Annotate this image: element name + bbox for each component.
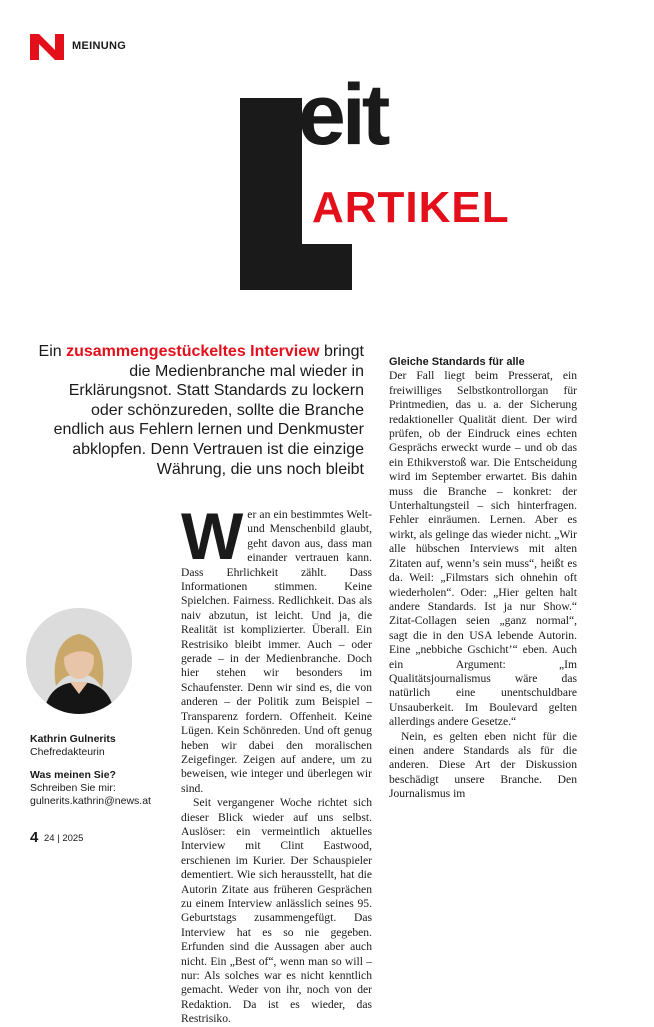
feedback-prompt: Schreiben Sie mir: [30, 782, 116, 794]
paragraph-3: Der Fall liegt beim Presserat, ein freiwilliges Selbstkontrollorgan für Printmedien, das u. a. der Sicherung redaktioneller Qualität dient. Der wird prüfen, ob der Eindruck eines echten Gesprächs erweckt wurde – und ob das ein Ethikverstoß war. Die Entscheidung wird im September erwartet. Bis dahin muss die Branche – konkret: der Unterhaltungsteil – sich hinterfragen. Fehler einräumen. Lernen. Aber es wirkt, als gelinge das wieder nicht. „Wir alle hübschen Interviews mit alten Zitaten auf, wenn’s sein muss“, heißt es da. Weil: „Filmstars sich ohnehin oft wiederholen“. Oder: „Hier gelten halt andere Standards. Ist ja nur Show.“ Zitat-Collagen seien „ganz normal“, sagt die in den USA lebende Autorin. Eine „nebbiche Gschicht’“ eben. Auch ein Argument: „Im Qualitätsjournalismus wäre das natürlich eine unentschuldbare Unsauberkeit. Im Boulevard gelten allerdings andere Gesetze.“ [389, 369, 577, 729]
paragraph-2: Seit vergangener Woche richtet sich dieser Blick wieder auf uns selbst. Auslöser: ein vermeintlich aktuelles Interview mit Clint Eastwood, erschienen im Kurier. Der Schauspieler dementiert. Wie sich herausstellt, hat die Autorin Zitate aus früheren Gesprächen zu einem Interview anlässlich seines 95. Geburtstags zusammengefügt. Das Interview hat es so nie gegeben. Erfunden sind die Aussagen aber auch nicht. Ein „Best of“, wenn man so will – nur: Als solches war es nicht kenntlich gemacht. Weder von ihr, noch von der Redaktion. Da ist es wieder, das Restrisiko. [181, 796, 372, 1026]
subheading: Gleiche Standards für alle [389, 356, 525, 368]
brand-logo [30, 34, 64, 60]
article-column-2 [389, 345, 577, 802]
author-email[interactable]: gulnerits.kathrin@news.at [30, 795, 151, 807]
author-name: Kathrin Gulnerits [30, 733, 116, 745]
article-column-1 [181, 499, 372, 1027]
avatar [26, 608, 132, 714]
page-number: 4 [30, 829, 39, 846]
issue-number: 24 | 2025 [44, 833, 84, 844]
paragraph-4: Nein, es gelten eben nicht für die einen andere Standards als für die anderen. Diese Art der Diskussion beschädigt unsere Branche. Den Journalismus im [389, 729, 577, 801]
drop-cap: W [181, 499, 244, 573]
section-label: MEINUNG [72, 40, 127, 52]
title-part-2: ARTIKEL [312, 183, 510, 232]
lead-paragraph: Ein zusammengestückeltes Interview bringt die Medienbranche mal wieder in Erklärungsnot. Statt Standards zu lockern oder schönzureden, sollte die Branche endlich aus Fehlern lernen und Denkmuster abklopfen. Denn Vertrauen ist die einzige Währung, die uns noch bleibt [38, 343, 364, 478]
paragraph-1: Wer an ein bestimmtes Welt- und Menschenbild glaubt, geht davon aus, dass man einander vertrauen kann. Dass Ehrlichkeit zählt. Dass Informationen stimmen. Keine Spielchen. Fairness. Redlichkeit. Das als naiv abzutun, ist leicht. Und ja, die Realität ist komplizierter. Überall. Ein Restrisiko bleibt immer. Auch – oder gerade – in der Medienbranche. Doch hier stehen wir besonders im Schaufenster. Denn wir sind es, die von anderen – der Politik zum Beispiel – Transparenz fordern. Offenheit. Keine Lügen. Kein Schönreden. Und oft genug heben wir dabei den moralischen Zeigefinger. Zeigen auf andere, um zu beweisen, wie integer und überlegen wir sind. [181, 499, 372, 795]
feedback-title: Was meinen Sie? [30, 769, 116, 781]
author-role: Chefredakteurin [30, 746, 105, 758]
lead-highlight: zusammengestückeltes Interview [66, 343, 320, 360]
title-part-1: eit [298, 67, 387, 163]
